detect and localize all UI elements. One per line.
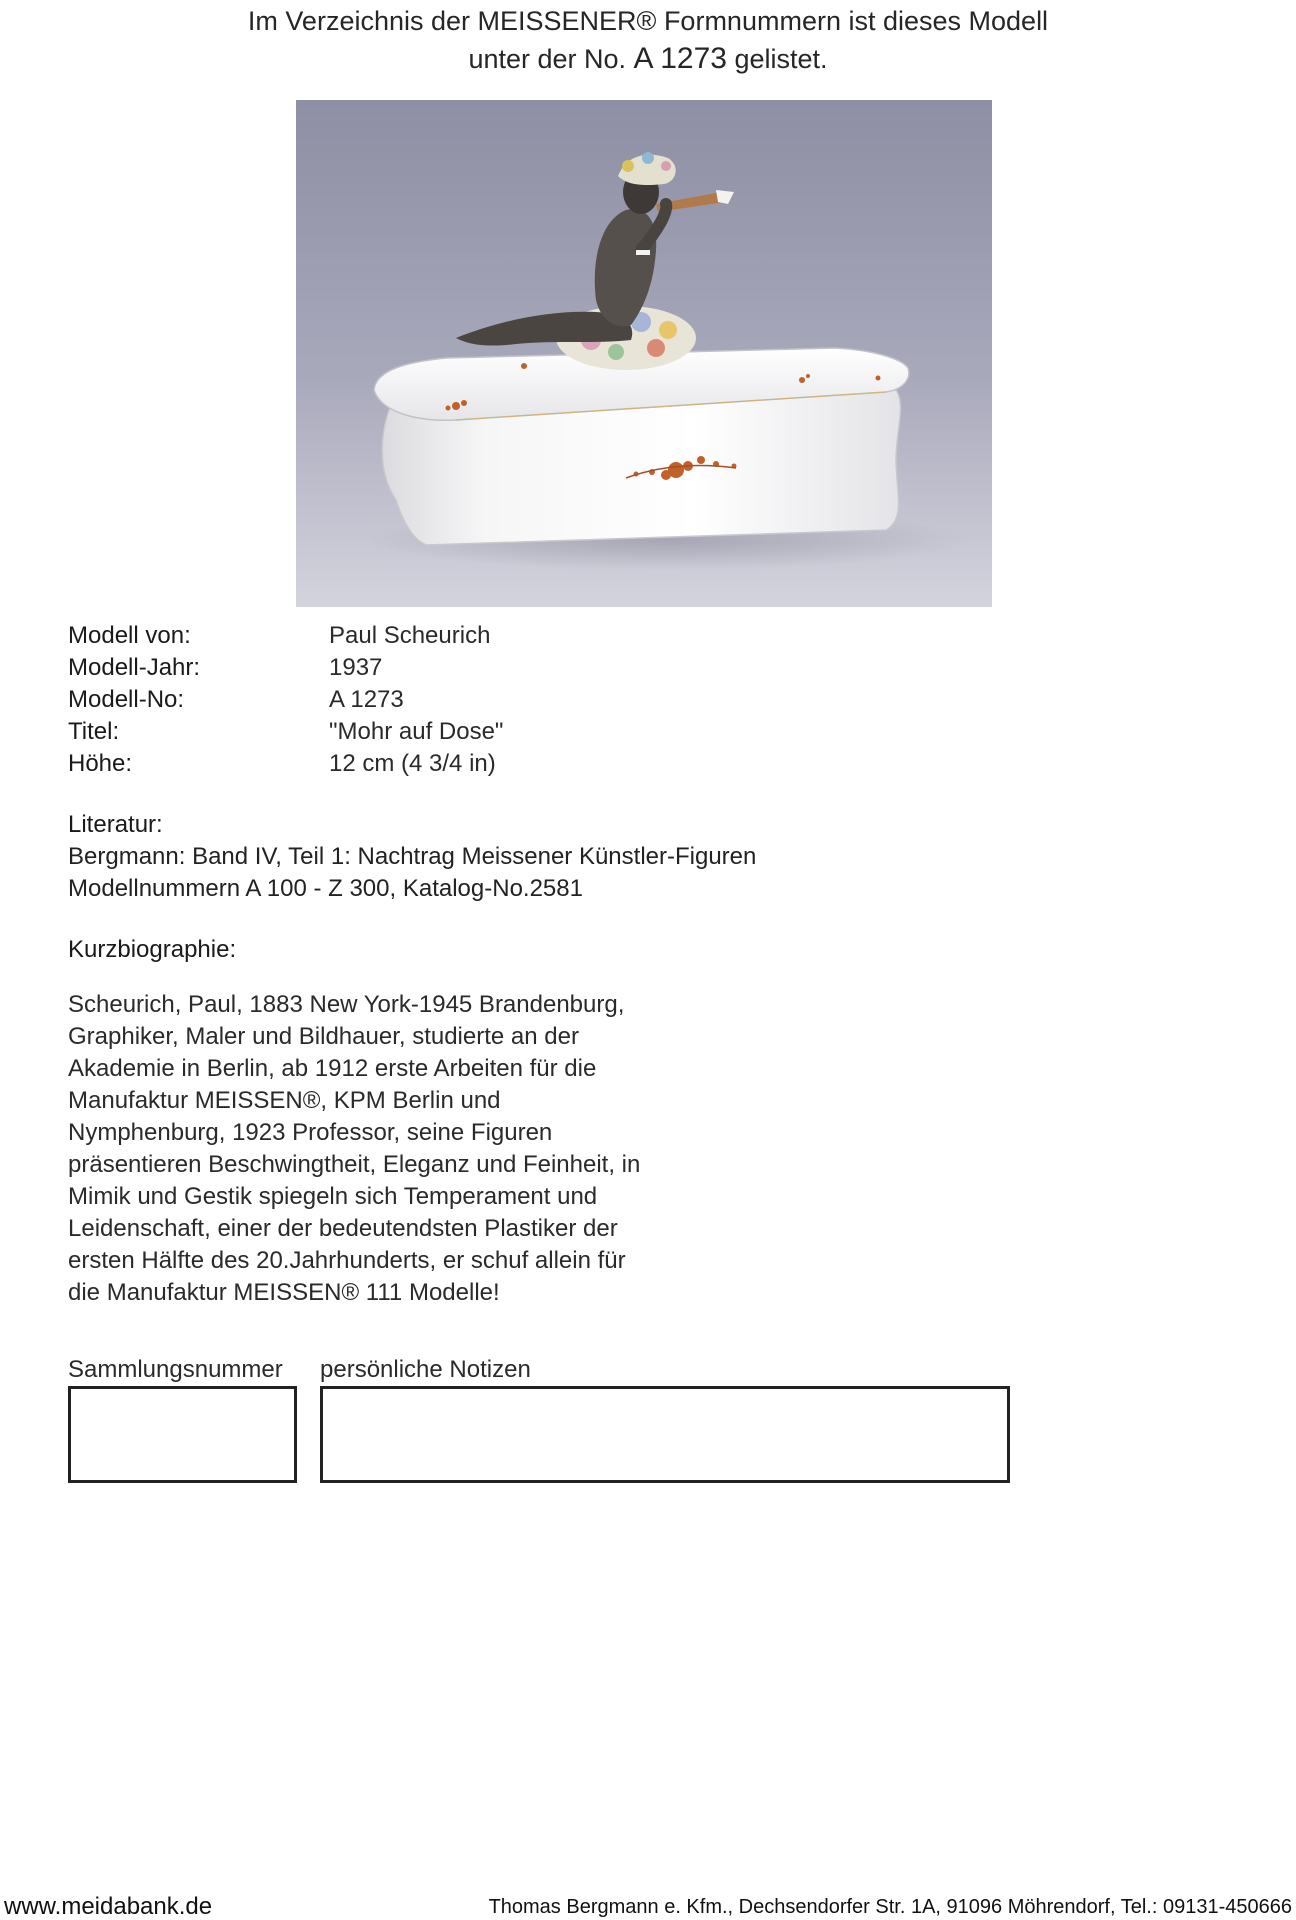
biography-line: Akademie in Berlin, ab 1912 erste Arbeiten für die [68,1055,597,1082]
fact-label: Modell von: [68,622,191,649]
biography-line: Nymphenburg, 1923 Professor, seine Figuren [68,1119,553,1146]
biography-line: Graphiker, Maler und Bildhauer, studierte an der [68,1023,579,1050]
biography-line: präsentieren Beschwingtheit, Eleganz und Feinheit, in [68,1151,641,1178]
fact-value: Paul Scheurich [329,622,491,649]
collection-number-field[interactable] [68,1386,297,1483]
literature-line-2: Modellnummern A 100 - Z 300, Katalog-No.2581 [68,875,583,902]
header-model-number: A 1273 [633,42,727,75]
fact-row-model-year [68,652,503,684]
fact-value: "Mohr auf Dose" [329,718,504,745]
porcelain-box-figure-image [296,100,992,607]
biography-text [68,989,668,1309]
fact-label: Höhe: [68,750,133,777]
personal-notes-label: persönliche Notizen [320,1356,531,1383]
literature-line-1: Bergmann: Band IV, Teil 1: Nachtrag Meissener Künstler-Figuren [68,843,757,870]
biography-line: Mimik und Gestik spiegeln sich Temperament und [68,1183,598,1210]
fact-value: A 1273 [329,686,404,713]
fact-row-title [68,716,503,748]
footer-address: Thomas Bergmann e. Kfm., Dechsendorfer Str. 1A, 91096 Möhrendorf, Tel.: 09131-450666 [488,1896,1292,1918]
literature-label: Literatur: [68,811,163,838]
header-line-1: Im Verzeichnis der MEISSENER® Formnummern ist dieses Modell [247,6,1049,36]
fact-label: Titel: [68,718,120,745]
personal-notes-field[interactable] [320,1386,1010,1483]
fact-row-height [68,748,503,780]
fact-label: Modell-No: [68,686,185,713]
biography-label: Kurzbiographie: [68,936,237,963]
fact-value: 1937 [329,654,383,681]
header-line-2 [0,40,1296,78]
model-facts [68,620,503,780]
header-suffix: gelistet. [734,44,828,74]
biography-line: Manufaktur MEISSEN®, KPM Berlin und [68,1087,501,1114]
fact-row-model-by [68,620,503,652]
product-photo [296,100,992,607]
header-prefix: unter der No. [468,44,627,74]
footer-website: www.meidabank.de [4,1893,213,1920]
biography-line: Leidenschaft, einer der bedeutendsten Plastiker der [68,1215,618,1242]
header-notice [0,2,1296,78]
biography-line: Scheurich, Paul, 1883 New York-1945 Brandenburg, [68,991,625,1018]
fact-label: Modell-Jahr: [68,654,201,681]
literature-section [68,809,756,905]
biography-line: ersten Hälfte des 20.Jahrhunderts, er schuf allein für [68,1247,626,1274]
biography-line: die Manufaktur MEISSEN® 111 Modelle! [68,1279,500,1306]
fact-row-model-no [68,684,503,716]
fact-value: 12 cm (4 3/4 in) [329,750,496,777]
collection-number-label: Sammlungsnummer [68,1356,283,1383]
